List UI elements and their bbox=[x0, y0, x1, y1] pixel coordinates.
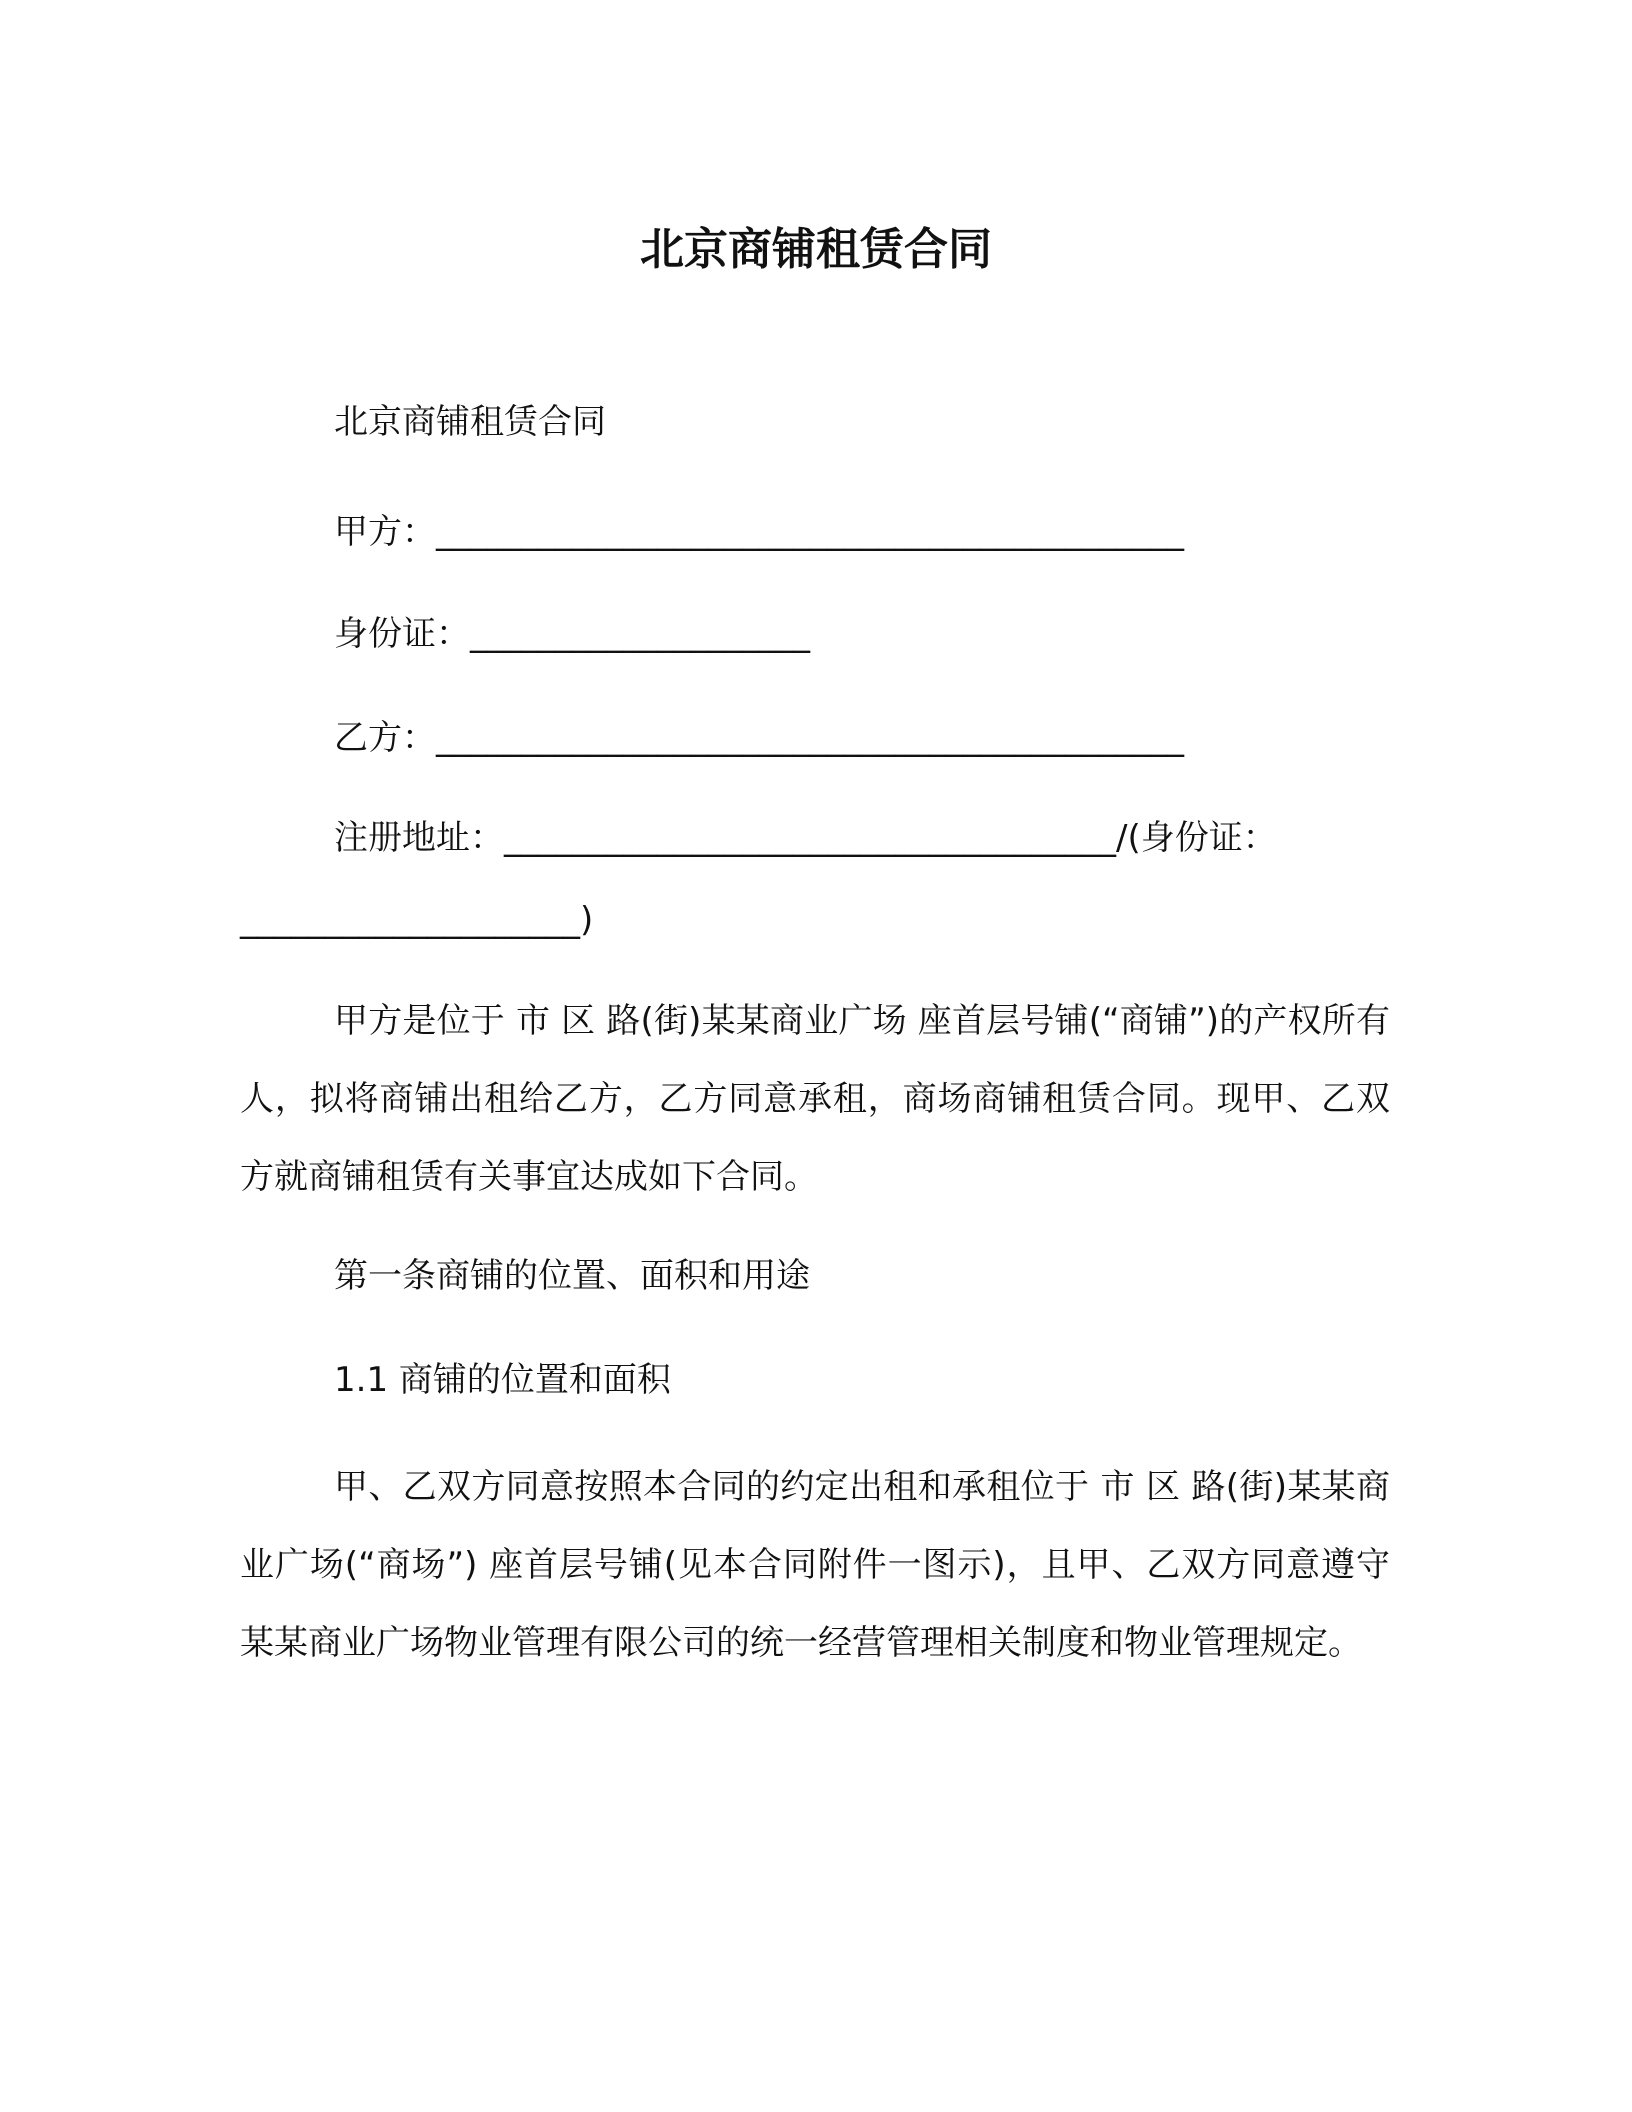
subtitle: 北京商铺租赁合同 bbox=[334, 402, 606, 442]
address-line-continued: ____________________) bbox=[240, 900, 594, 940]
article-1-heading: 第一条商铺的位置、面积和用途 bbox=[334, 1256, 810, 1296]
address-line: 注册地址：____________________________________/(身份证： bbox=[334, 818, 1277, 858]
section-1-1-paragraph: 甲、乙双方同意按照本合同的约定出租和承租位于 市 区 路(街)某某商业广场(“商场”) 座首层号铺(见本合同附件一图示)，且甲、乙双方同意遵守某某商业广场物业管理有限公司的统一经营管理相关制度和物业管理规定。 bbox=[240, 1467, 1390, 1663]
id-card-line: 身份证：____________________ bbox=[334, 614, 810, 654]
section-1-1-heading: 1.1 商铺的位置和面积 bbox=[334, 1360, 671, 1400]
party-b-line: 乙方：____________________________________________ bbox=[334, 718, 1184, 758]
party-a-line: 甲方：____________________________________________ bbox=[334, 512, 1184, 552]
document-title: 北京商铺租赁合同 bbox=[640, 224, 992, 275]
intro-paragraph: 甲方是位于 市 区 路(街)某某商业广场 座首层号铺(“商铺”)的产权所有人，拟将商铺出租给乙方，乙方同意承租，商场商铺租赁合同。现甲、乙双方就商铺租赁有关事宜达成如下合同。 bbox=[240, 1001, 1390, 1197]
